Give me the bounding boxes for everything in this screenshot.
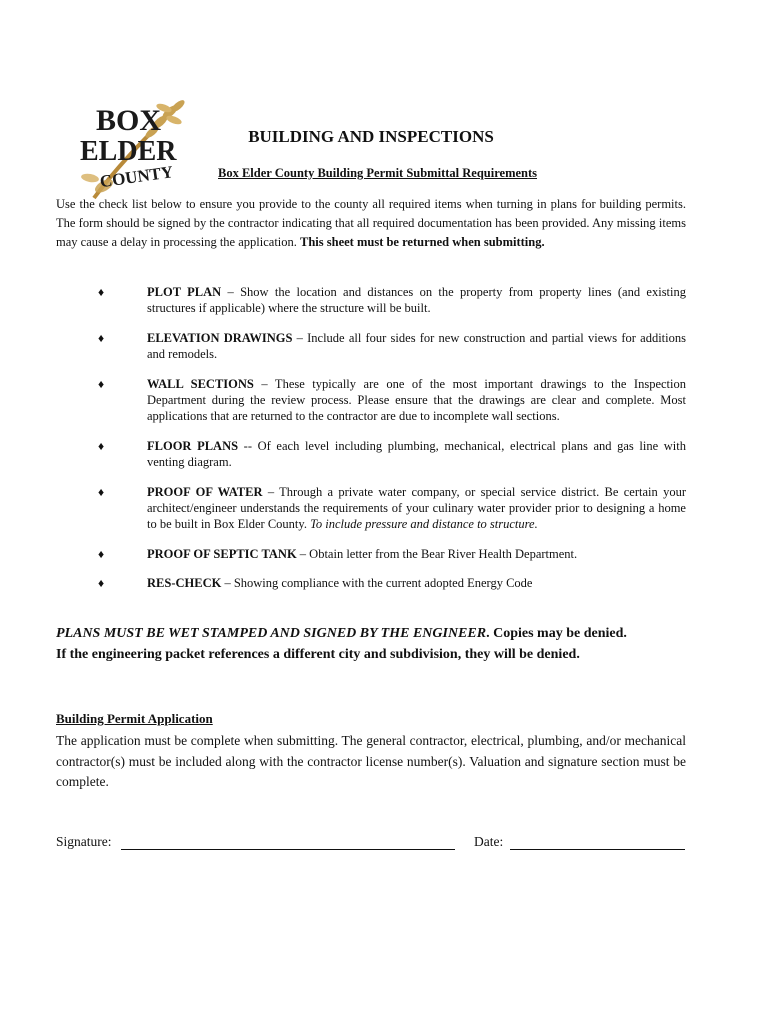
requirement-body	[147, 330, 686, 362]
logo-text-county: COUNTY	[98, 162, 175, 192]
signature-field[interactable]	[121, 849, 455, 850]
requirement-text: – These typically are one of the most important drawings to the Inspection Department during the review process. Please ensure that the drawings are clear and complete. Most applications that are returned to the contractor are due to incomplete wall sections.	[147, 377, 686, 423]
warning-rest: . Copies may be denied.	[486, 626, 627, 641]
diamond-bullet-icon: ♦	[98, 331, 105, 345]
date-label: Date:	[474, 834, 504, 849]
application-heading: Building Permit Application	[56, 711, 213, 726]
requirement-text: – Showing compliance with the current adopted Energy Code	[221, 576, 533, 590]
engineer-stamp-warning	[56, 623, 696, 665]
requirement-body	[147, 284, 686, 316]
requirement-text: -- Of each level including plumbing, mechanical, electrical plans and gas line with venting diagram.	[147, 439, 686, 469]
warning-line-2: If the engineering packet references a different city and subdivision, they will be denied.	[56, 647, 580, 662]
logo-text-elder: ELDER	[80, 136, 177, 167]
requirement-heading: PROOF OF SEPTIC TANK	[147, 547, 297, 561]
page-subtitle: Box Elder County Building Permit Submittal Requirements	[218, 166, 538, 180]
requirement-body	[147, 484, 686, 532]
requirement-body	[147, 376, 686, 424]
intro-paragraph	[56, 195, 686, 252]
requirement-heading: ELEVATION DRAWINGS	[147, 331, 293, 345]
requirement-body	[147, 546, 686, 562]
requirement-heading: RES-CHECK	[147, 576, 222, 590]
requirement-body	[147, 438, 686, 470]
page-title	[0, 127, 742, 147]
diamond-bullet-icon: ♦	[98, 576, 105, 590]
diamond-bullet-icon: ♦	[98, 485, 105, 499]
application-text: The application must be complete when submitting. The general contractor, electrical, plumbing, and/or mechanical contractor(s) must be included along with the contractor license number(s). Valuation and signature section must be complete.	[56, 733, 686, 789]
requirement-heading: PROOF OF WATER	[147, 485, 263, 499]
requirement-note: To include pressure and distance to structure.	[310, 517, 538, 531]
signature-label: Signature:	[56, 834, 112, 849]
requirement-body	[147, 575, 686, 591]
box-elder-county-logo-graphic	[74, 94, 190, 204]
diamond-bullet-icon: ♦	[98, 547, 105, 561]
diamond-bullet-icon: ♦	[98, 439, 105, 453]
requirement-text: – Through a private water company, or special service district. Be certain your architect/engineer understands the requirements of your culinary water provider prior to designing a home to be built in Box Elder County.	[147, 485, 686, 531]
county-logo	[74, 94, 190, 204]
requirement-text: – Include all four sides for new construction and partial views for additions and remodels.	[147, 331, 686, 361]
requirement-heading: WALL SECTIONS	[147, 377, 254, 391]
page-title-text: BUILDING AND INSPECTIONS	[248, 127, 494, 146]
requirement-heading: PLOT PLAN	[147, 285, 222, 299]
requirement-heading: FLOOR PLANS	[147, 439, 239, 453]
warning-line-1	[56, 623, 696, 644]
requirement-text: – Obtain letter from the Bear River Health Department.	[296, 547, 578, 561]
warning-italic: PLANS MUST BE WET STAMPED AND SIGNED BY THE ENGINEER	[56, 626, 487, 641]
date-field[interactable]	[510, 849, 685, 850]
requirement-text: – Show the location and distances on the property from property lines (and existing structures if applicable) where the structure will be built.	[147, 285, 687, 315]
diamond-bullet-icon: ♦	[98, 377, 105, 391]
intro-emphasis: This sheet must be returned when submitting.	[300, 235, 545, 249]
logo-text-box: BOX	[96, 104, 162, 137]
intro-text: Use the check list below to ensure you provide to the county all required items when turning in plans for building permits. The form should be signed by the contractor indicating that all required documentation has been provided. Any missing items may cause a delay in processing the application.	[56, 197, 686, 249]
diamond-bullet-icon: ♦	[98, 285, 105, 299]
